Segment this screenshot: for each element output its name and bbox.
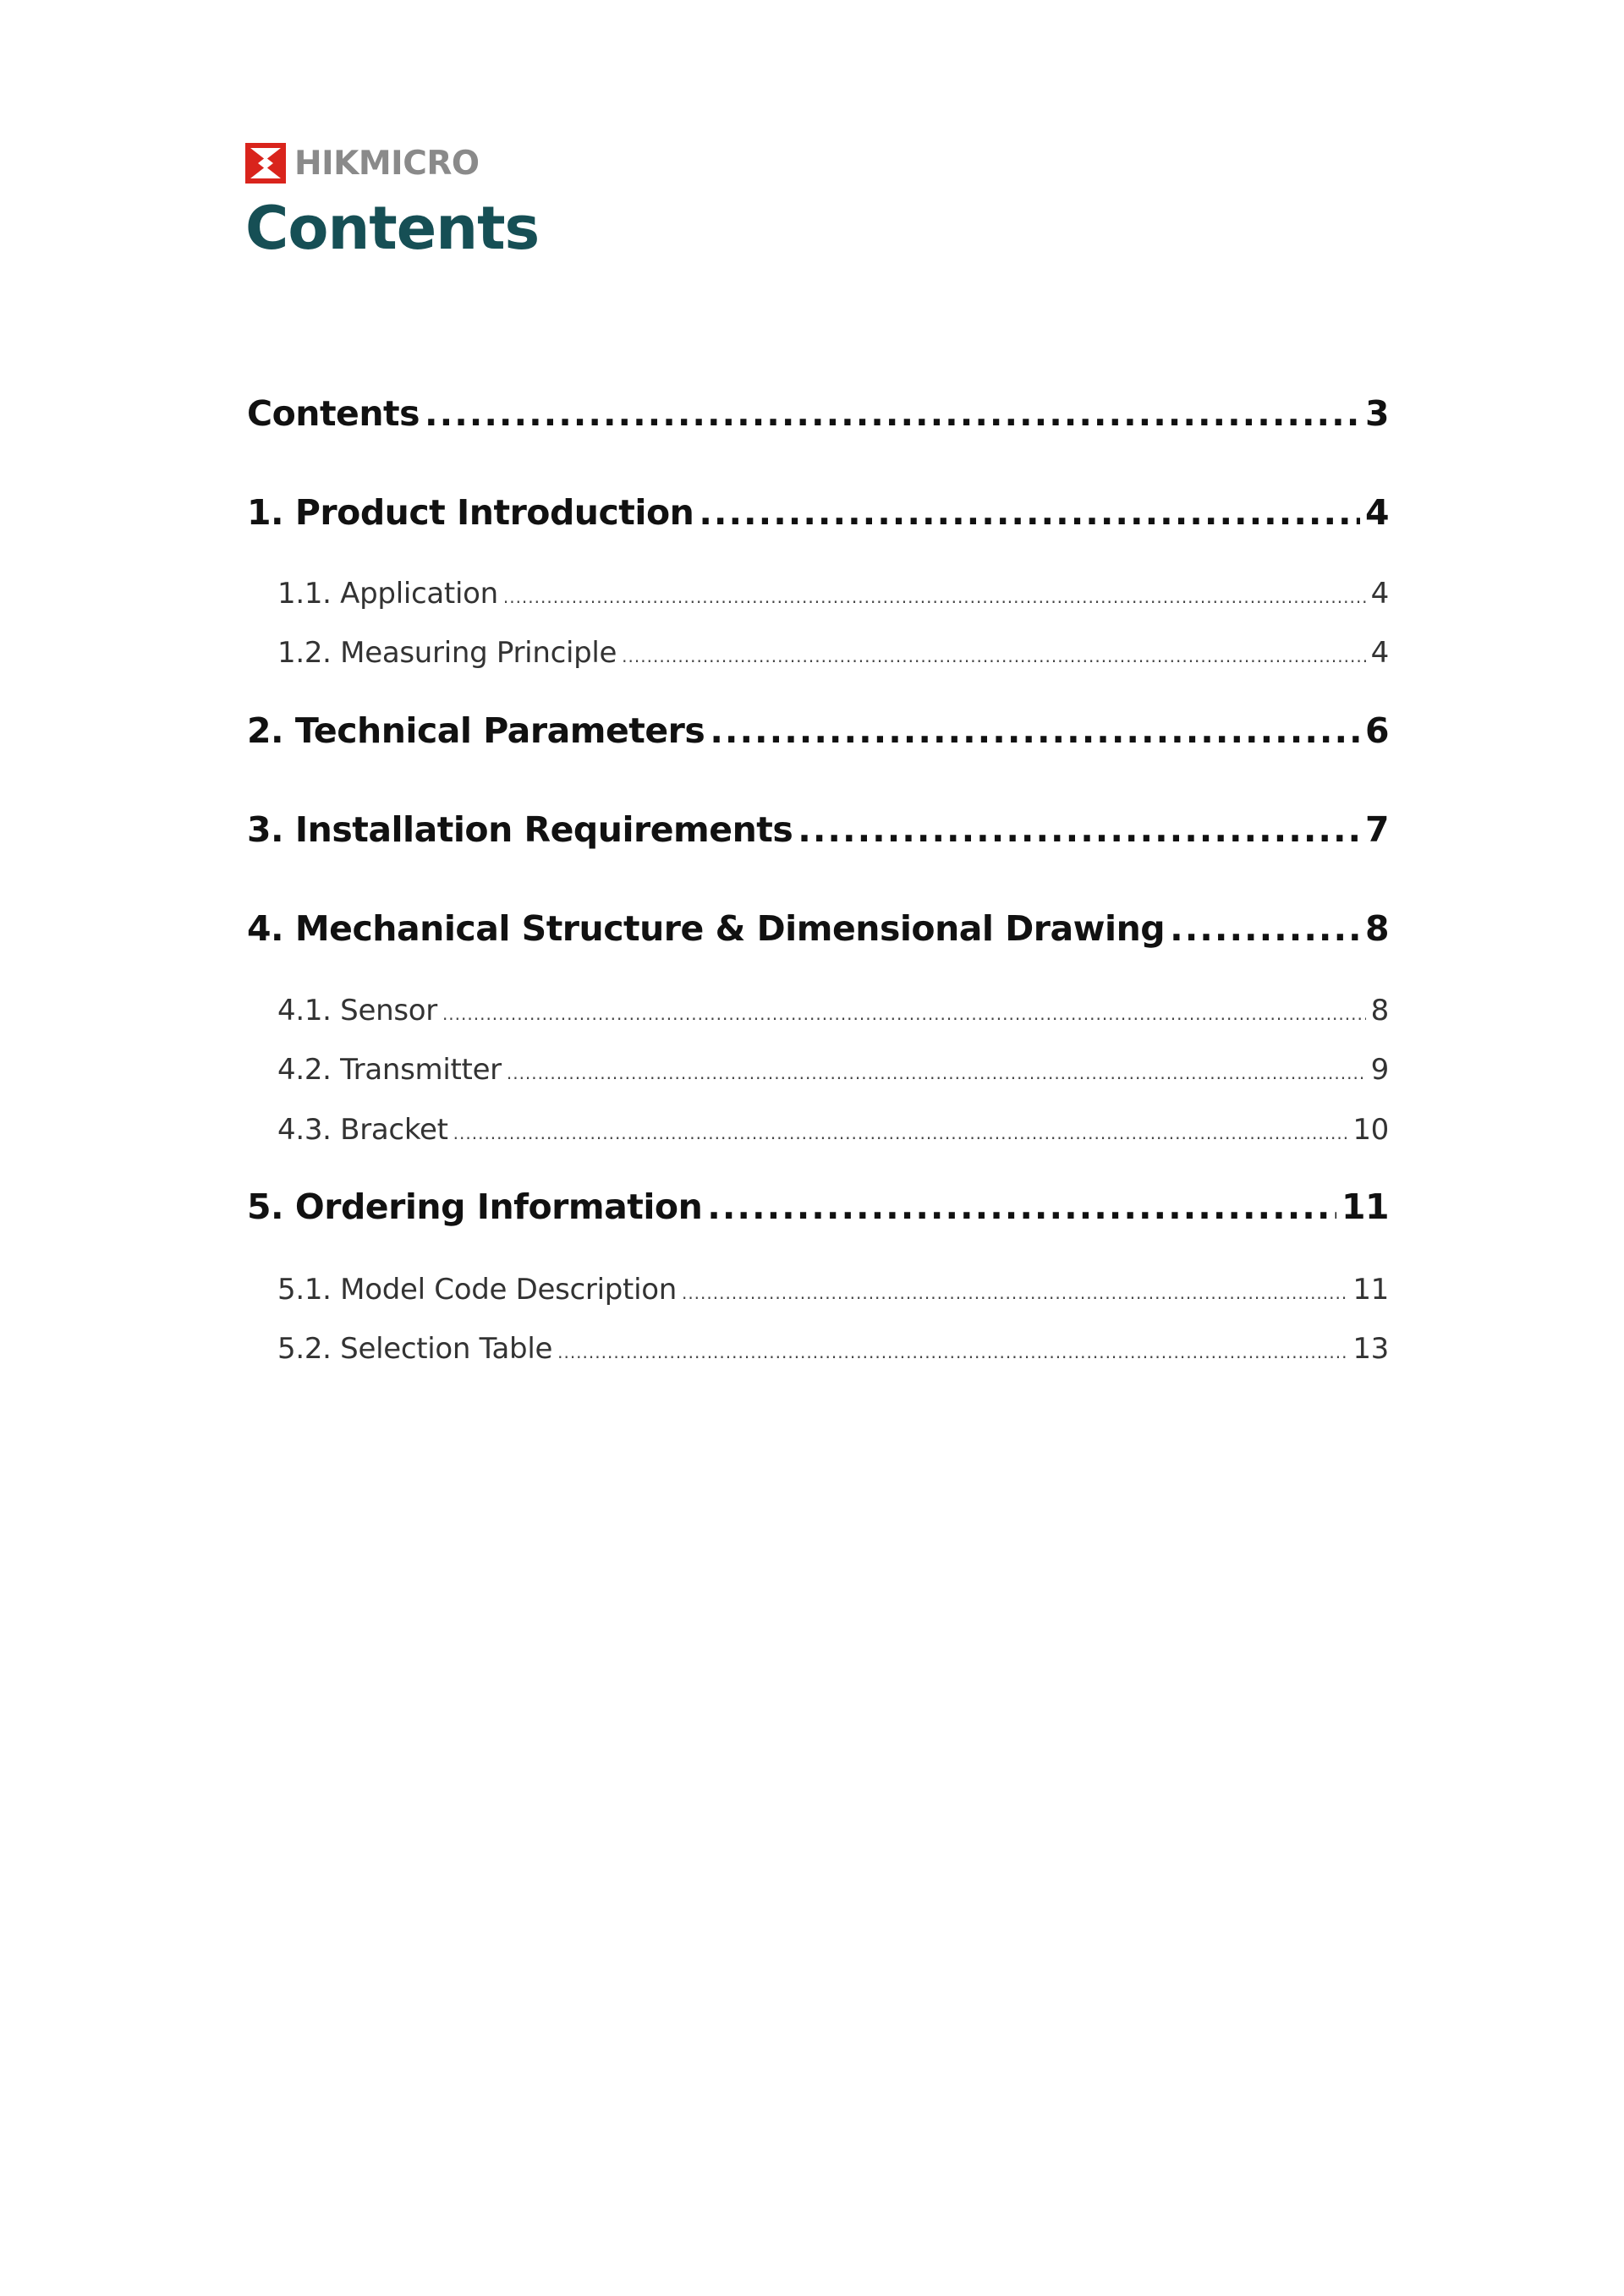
toc-entry-label: Contents <box>247 393 420 434</box>
toc-leader-dots <box>503 587 1366 607</box>
toc-leader-dots <box>622 646 1365 666</box>
toc-entry-page: 10 <box>1352 1113 1389 1147</box>
toc-entry-transmitter[interactable] <box>247 1053 1389 1087</box>
toc-entry-application[interactable] <box>247 577 1389 611</box>
toc-entry-ordering-information[interactable] <box>247 1186 1389 1227</box>
toc-entry-label: 2. Technical Parameters <box>247 710 705 751</box>
page-title: Contents <box>245 194 540 263</box>
toc-entry-label: 5.1. Model Code Description <box>277 1273 677 1307</box>
toc-entry-model-code-description[interactable] <box>247 1273 1389 1307</box>
toc-entry-page: 3 <box>1364 393 1389 434</box>
toc-leader-dots <box>557 1342 1347 1362</box>
toc-entry-contents[interactable] <box>247 393 1389 434</box>
toc-entry-page: 9 <box>1370 1053 1389 1087</box>
toc-leader-dots <box>699 492 1360 533</box>
toc-entry-label: 3. Installation Requirements <box>247 809 793 850</box>
toc-entry-page: 4 <box>1364 492 1389 533</box>
brand-name: HIKMICRO <box>294 144 480 183</box>
toc-entry-technical-parameters[interactable] <box>247 710 1389 751</box>
toc-entry-page: 4 <box>1370 577 1389 611</box>
toc-entry-page: 8 <box>1364 908 1389 949</box>
toc-entry-page: 11 <box>1341 1186 1389 1227</box>
toc-entry-label: 4.1. Sensor <box>277 994 437 1027</box>
toc-entry-measuring-principle[interactable] <box>247 636 1389 670</box>
toc-entry-page: 7 <box>1364 809 1389 850</box>
toc-entry-label: 5.2. Selection Table <box>277 1332 553 1366</box>
toc-entry-label: 1. Product Introduction <box>247 492 694 533</box>
toc-entry-label: 1.2. Measuring Principle <box>277 636 617 670</box>
toc-entry-page: 8 <box>1370 994 1389 1027</box>
toc-entry-page: 11 <box>1352 1273 1389 1307</box>
toc-entry-label: 4.2. Transmitter <box>277 1053 502 1087</box>
toc-entry-selection-table[interactable] <box>247 1332 1389 1366</box>
toc-leader-dots <box>707 1186 1336 1227</box>
toc-entry-sensor[interactable] <box>247 994 1389 1027</box>
toc-entry-page: 4 <box>1370 636 1389 670</box>
toc-leader-dots <box>682 1283 1347 1303</box>
hikmicro-logo <box>245 142 480 184</box>
toc-entry-page: 6 <box>1364 710 1389 751</box>
toc-entry-installation-requirements[interactable] <box>247 809 1389 850</box>
toc-entry-label: 4. Mechanical Structure & Dimensional Drawing <box>247 908 1166 949</box>
toc-entry-label: 5. Ordering Information <box>247 1186 703 1227</box>
toc-leader-dots <box>453 1123 1348 1143</box>
hikmicro-logo-icon <box>245 143 286 184</box>
toc-entry-label: 1.1. Application <box>277 577 498 611</box>
toc-entry-mechanical-structure[interactable] <box>247 908 1389 949</box>
toc-leader-dots <box>710 710 1360 751</box>
toc-leader-dots <box>1170 908 1360 949</box>
toc-leader-dots <box>425 393 1360 434</box>
toc-entry-page: 13 <box>1352 1332 1389 1366</box>
toc-entry-bracket[interactable] <box>247 1113 1389 1147</box>
toc-leader-dots <box>507 1063 1366 1083</box>
toc-leader-dots <box>798 809 1360 850</box>
toc-leader-dots <box>442 1004 1366 1024</box>
toc-entry-product-introduction[interactable] <box>247 492 1389 533</box>
toc-entry-label: 4.3. Bracket <box>277 1113 448 1147</box>
